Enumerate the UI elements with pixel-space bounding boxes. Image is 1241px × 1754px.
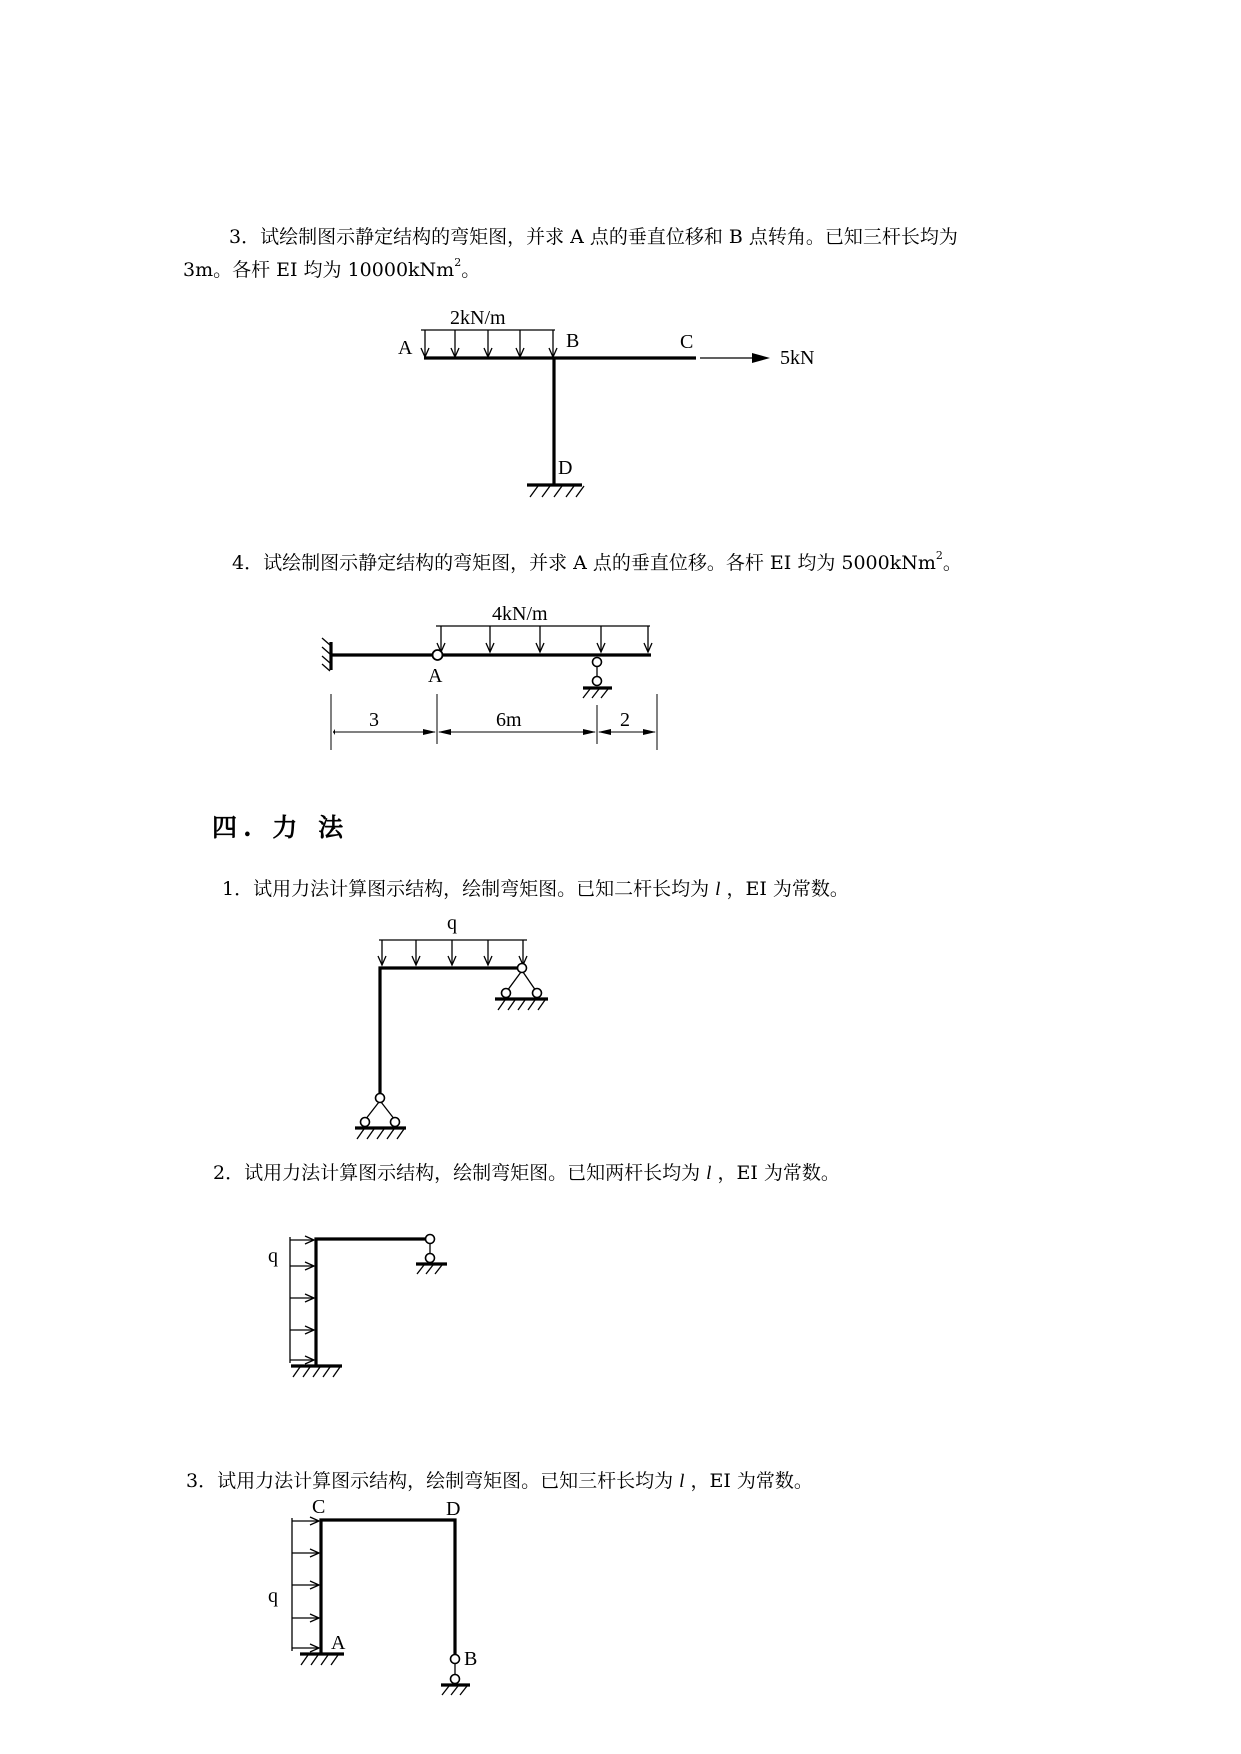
load-label-q: q [447, 912, 457, 934]
hinge-a [433, 650, 443, 660]
force-label-5kn: 5kN [780, 347, 815, 369]
force-problem-3-text-content: 3．试用力法计算图示结构，绘制弯矩图。已知三杆长均为 [186, 1470, 674, 1492]
node-label-a: A [331, 1632, 346, 1654]
node-label-b: B [566, 330, 580, 352]
pin-base-node [502, 989, 511, 998]
dimension-3: 3 [369, 709, 379, 731]
node-label-d: D [558, 457, 573, 479]
pin-top-bottom [376, 1094, 385, 1103]
node-label-d: D [446, 1498, 461, 1520]
force-problem-2-text-end: ，EI 为常数。 [717, 1162, 840, 1184]
problem-3-ei-exponent: 2 [454, 256, 462, 269]
load-arrows [290, 1236, 314, 1364]
node-label-c: C [312, 1496, 326, 1518]
load-label-2kn: 2kN/m [450, 307, 506, 329]
force-problem-3-text-end: ，EI 为常数。 [690, 1470, 813, 1492]
force-arrowhead [752, 353, 770, 363]
load-label-4kn: 4kN/m [492, 603, 548, 625]
pin-leg [523, 972, 536, 991]
support-link-bottom [426, 1254, 435, 1263]
node-label-a: A [428, 665, 443, 687]
support-link-top [451, 1655, 460, 1664]
frame-members [316, 1239, 428, 1365]
figure-l-frame [355, 910, 555, 1130]
fixed-support-hatch [301, 1655, 338, 1665]
fixed-support-hatch [530, 486, 584, 497]
pin-top-right [518, 964, 527, 973]
support-hatch [583, 689, 608, 698]
section-heading-force-method: 四. 力 法 [212, 813, 350, 842]
problem-4-ei-exponent: 2 [935, 549, 943, 562]
frame-members [380, 968, 521, 1094]
problem-4-text [232, 550, 962, 576]
load-arrows [378, 940, 527, 965]
load-arrows [421, 330, 557, 357]
problem-4-text-content: 4．试绘制图示静定结构的弯矩图，并求 A 点的垂直位移。各杆 EI 均为 5000kNm [232, 552, 936, 574]
fixed-support-hatch [293, 1367, 340, 1377]
force-problem-1-text-content: 1．试用力法计算图示结构，绘制弯矩图。已知二杆长均为 [222, 878, 710, 900]
force-problem-1-text-end: ，EI 为常数。 [726, 878, 849, 900]
node-label-a: A [398, 337, 413, 359]
problem-3-text-line2 [183, 257, 480, 283]
support-link-top [593, 658, 602, 667]
support-link-bottom [451, 1675, 460, 1684]
dimension-lines [331, 694, 657, 750]
dimension-6m: 6m [496, 709, 522, 731]
problem-3-period: 。 [461, 259, 481, 281]
pin-base-node [391, 1118, 400, 1127]
support-hatch [357, 1129, 404, 1139]
support-hatch [498, 1000, 545, 1010]
force-problem-2-text [213, 1160, 840, 1187]
dimension-2: 2 [620, 709, 630, 731]
problem-4-period: 。 [942, 552, 962, 574]
node-label-c: C [680, 331, 694, 353]
load-label-q: q [268, 1245, 278, 1267]
problem-3-text-line1-content: 3．试绘制图示静定结构的弯矩图，并求 A 点的垂直位移和 B 点转角。已知三杆长均为 [229, 226, 958, 248]
figure-cantilever-frame [255, 1215, 475, 1390]
length-variable: l [706, 1163, 712, 1184]
problem-3-text-line1 [229, 224, 958, 250]
support-hatch [417, 1265, 442, 1274]
support-hatch [442, 1686, 467, 1695]
force-problem-3-text [186, 1468, 813, 1495]
load-label-q: q [268, 1585, 278, 1607]
force-problem-1-text [222, 876, 849, 903]
length-variable: l [679, 1471, 685, 1492]
length-variable: l [715, 879, 721, 900]
force-problem-2-text-content: 2．试用力法计算图示结构，绘制弯矩图。已知两杆长均为 [213, 1162, 701, 1184]
pin-base-node [533, 989, 542, 998]
figure-t-frame [380, 300, 840, 500]
figure-portal-frame [255, 1496, 495, 1700]
wall-hatch [322, 638, 330, 671]
support-link-top [426, 1235, 435, 1244]
node-label-b: B [464, 1648, 478, 1670]
figure-hinged-beam [315, 595, 670, 755]
pin-leg [507, 972, 521, 991]
load-arrows [292, 1517, 319, 1652]
support-link-bottom [593, 677, 602, 686]
problem-3-ei-text: 3m。各杆 EI 均为 10000kNm [183, 259, 455, 281]
pin-base-node [361, 1118, 370, 1127]
load-arrows [437, 626, 652, 652]
